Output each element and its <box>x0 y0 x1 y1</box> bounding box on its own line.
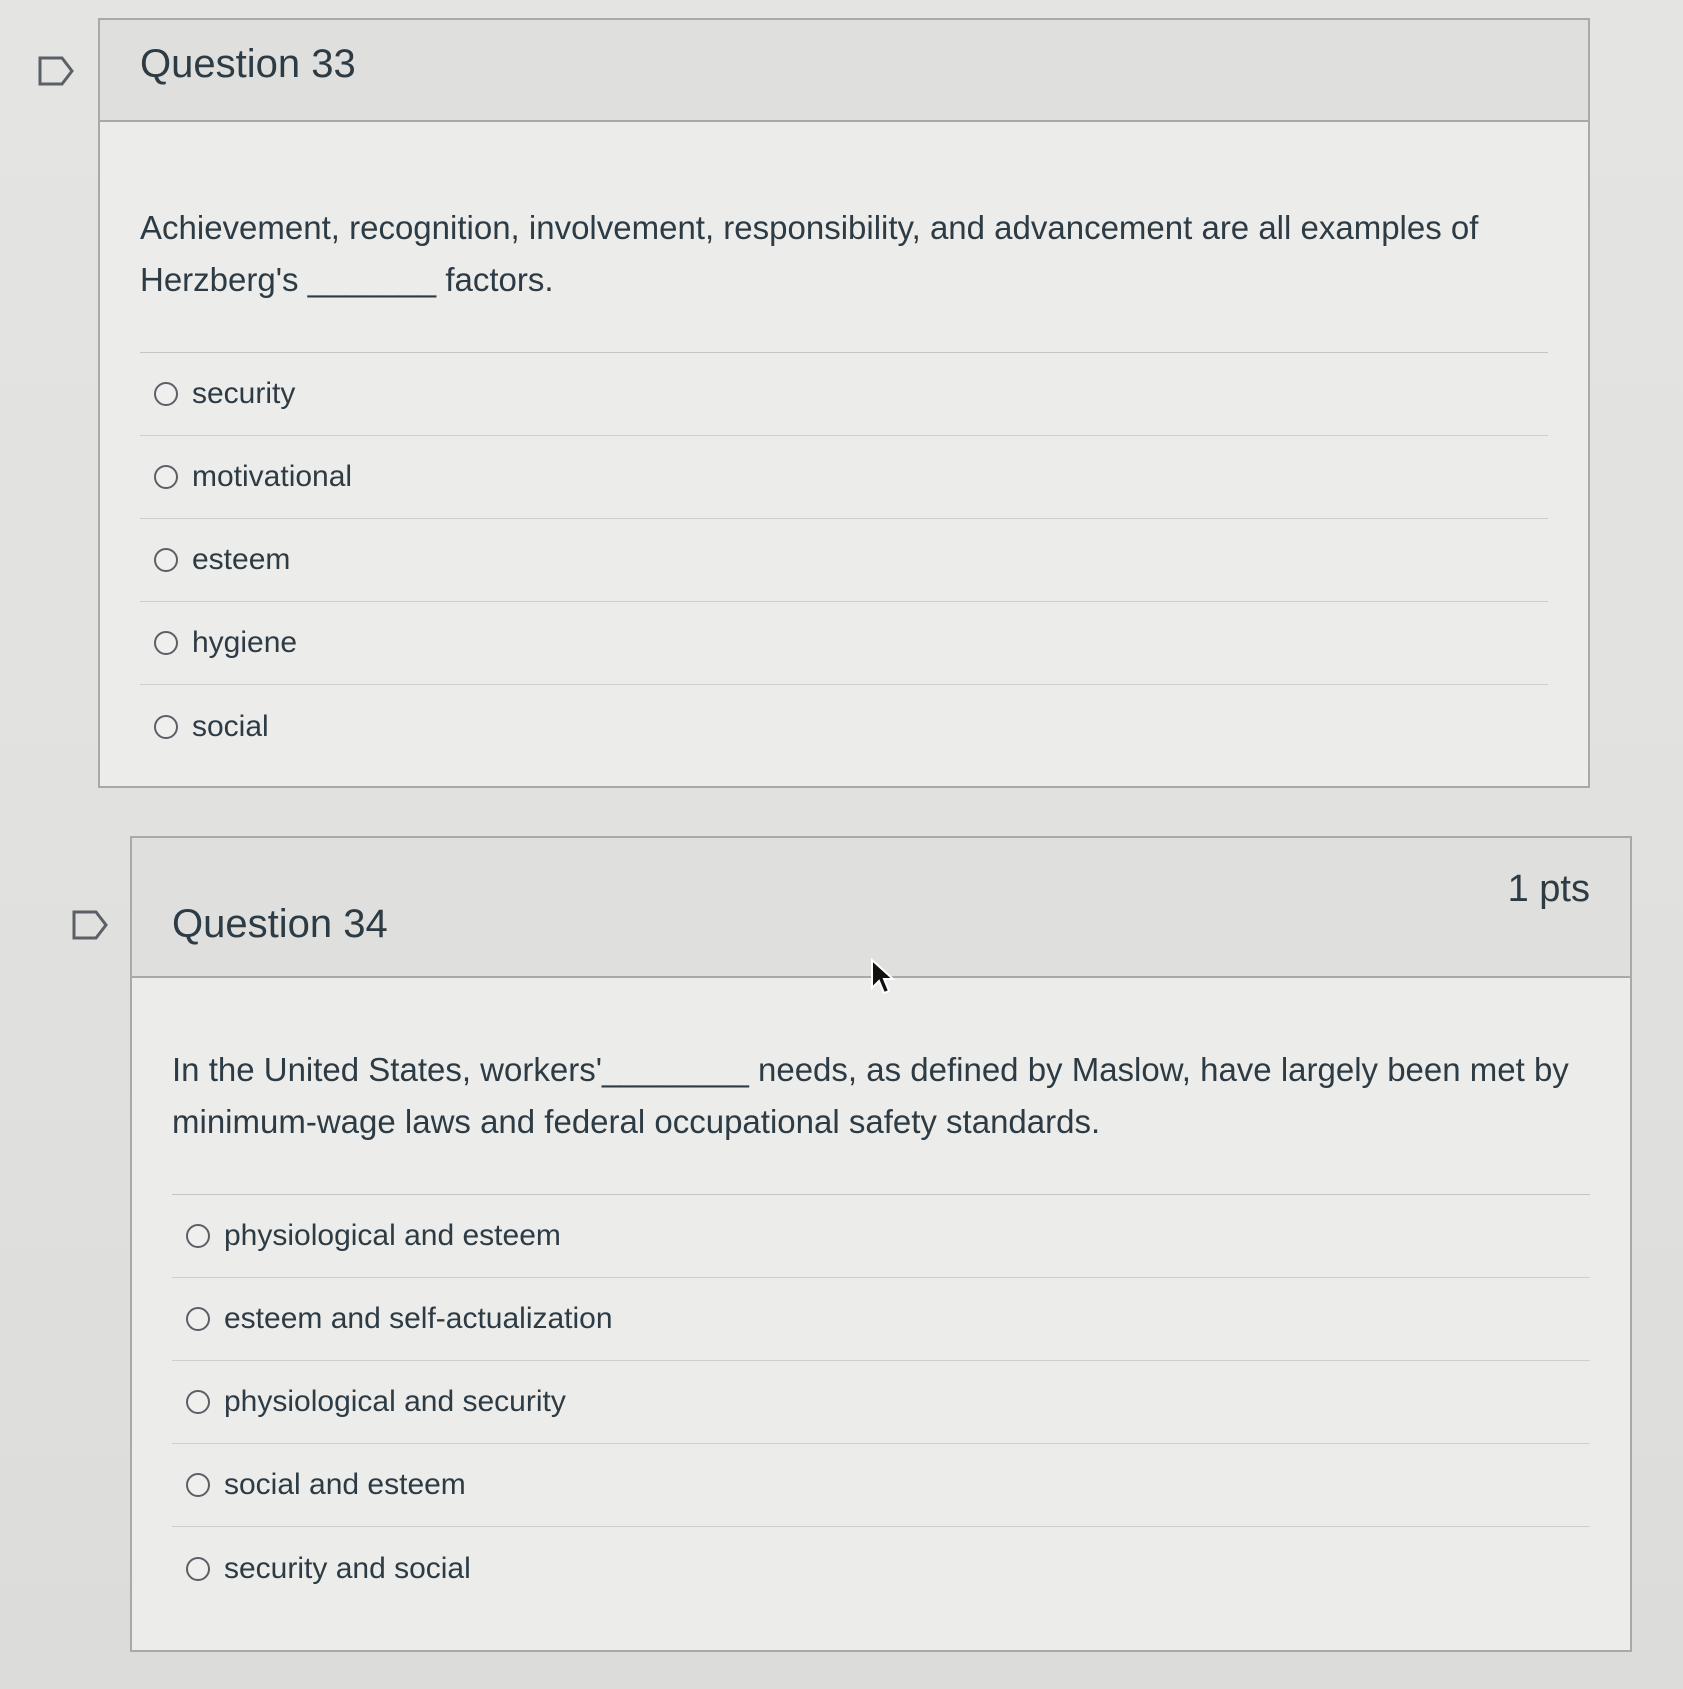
question-34-answers <box>172 1195 1590 1610</box>
answer-option[interactable] <box>140 519 1548 602</box>
answer-option[interactable] <box>172 1361 1590 1444</box>
answer-label: security <box>192 377 296 410</box>
question-33-header <box>100 20 1588 122</box>
answer-option[interactable] <box>140 602 1548 685</box>
radio-button[interactable] <box>186 1224 210 1248</box>
question-33-answers <box>140 353 1548 768</box>
answer-label: security and social <box>224 1551 471 1585</box>
question-34-points: 1 pts <box>1507 868 1590 910</box>
question-34-title: Question 34 <box>172 902 388 946</box>
answer-option[interactable] <box>140 353 1548 436</box>
answer-label: esteem <box>192 543 291 576</box>
radio-button[interactable] <box>154 631 178 655</box>
radio-button[interactable] <box>154 465 178 489</box>
flag-question-33-icon[interactable] <box>38 56 72 84</box>
radio-button[interactable] <box>154 382 178 406</box>
answer-option[interactable] <box>140 685 1548 768</box>
radio-button[interactable] <box>154 715 178 739</box>
radio-button[interactable] <box>186 1473 210 1497</box>
mouse-pointer-icon <box>870 958 896 996</box>
answer-option[interactable] <box>140 436 1548 519</box>
flag-question-34-icon[interactable] <box>72 910 106 938</box>
question-34-text: In the United States, workers'________ needs, as defined by Maslow, have largely been met by minimum-wage laws and federal occupational safety standards. <box>172 978 1590 1195</box>
answer-label: physiological and esteem <box>224 1219 561 1252</box>
answer-label: social and esteem <box>224 1468 466 1501</box>
question-33-title: Question 33 <box>140 42 356 86</box>
answer-option[interactable] <box>172 1444 1590 1527</box>
answer-option[interactable] <box>172 1278 1590 1361</box>
question-33-text: Achievement, recognition, involvement, responsibility, and advancement are all examples of Herzberg's _______ factors. <box>140 122 1548 353</box>
question-33-card <box>98 18 1590 788</box>
answer-option[interactable] <box>172 1527 1590 1610</box>
radio-button[interactable] <box>186 1557 210 1581</box>
answer-label: motivational <box>192 460 353 493</box>
question-34-body <box>132 978 1630 1610</box>
answer-label: social <box>192 709 269 743</box>
answer-label: esteem and self-actualization <box>224 1302 613 1335</box>
answer-label: hygiene <box>192 626 298 659</box>
answer-option[interactable] <box>172 1195 1590 1278</box>
radio-button[interactable] <box>186 1307 210 1331</box>
answer-label: physiological and security <box>224 1385 566 1418</box>
question-33-body <box>100 122 1588 768</box>
radio-button[interactable] <box>154 548 178 572</box>
radio-button[interactable] <box>186 1390 210 1414</box>
question-34-header <box>132 838 1630 978</box>
